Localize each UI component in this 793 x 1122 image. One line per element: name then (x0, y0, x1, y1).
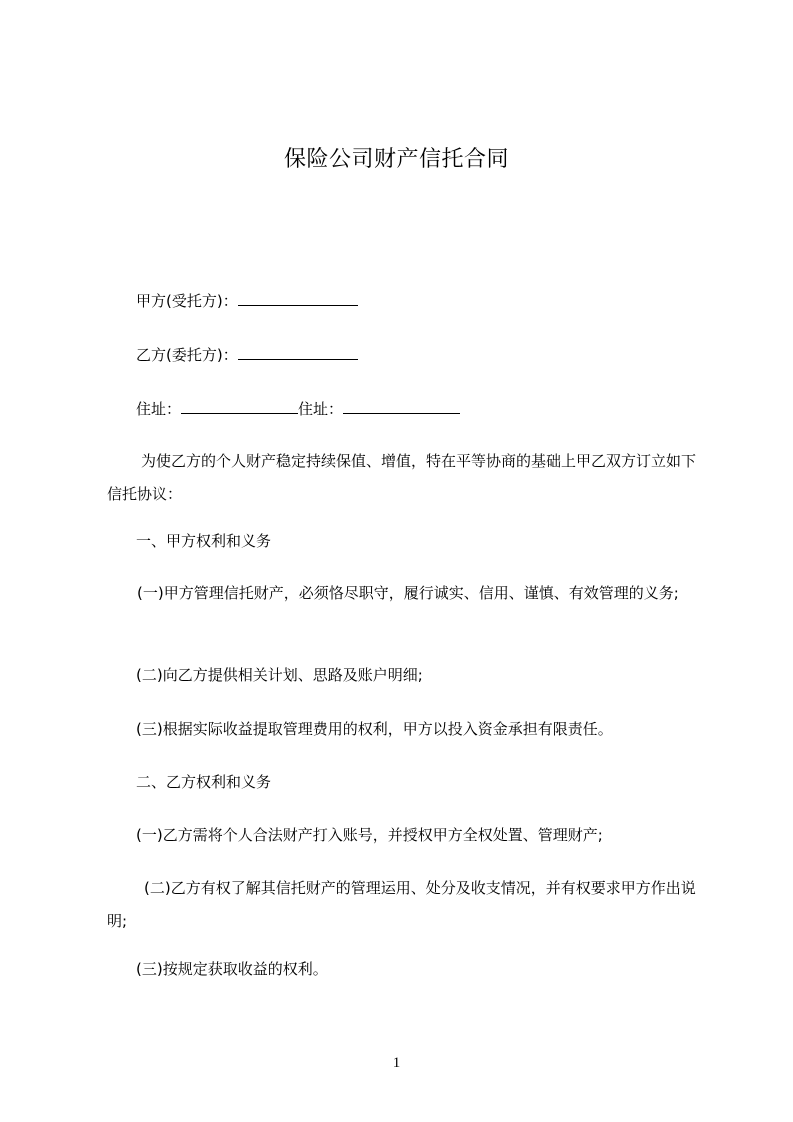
document-title: 保险公司财产信托合同 (283, 147, 509, 172)
section-2-item-1: (一)乙方需将个人合法财产打入账号，并授权甲方全权处置、管理财产; (136, 826, 603, 844)
party-b-blank (238, 343, 358, 360)
party-a-line (136, 289, 358, 312)
party-b-label: 乙方(委托方)： (136, 346, 238, 364)
address-line (136, 397, 460, 420)
address-label-b: 住址： (298, 400, 344, 418)
party-b-line (136, 343, 358, 366)
party-a-blank (238, 289, 358, 306)
party-a-label: 甲方(受托方)： (136, 292, 238, 310)
section-1-item-2: (二)向乙方提供相关计划、思路及账户明细; (136, 666, 423, 684)
address-a-blank (181, 397, 298, 414)
intro-paragraph: 为使乙方的个人财产稳定持续保值、增值，特在平等协商的基础上甲乙双方订立如下信托协议： (107, 452, 697, 503)
section-2-item-3: (三)按规定获取收益的权利。 (136, 960, 328, 978)
section-1-item-1: (一)甲方管理信托财产，必须恪尽职守，履行诚实、信用、谨慎、有效管理的义务; (137, 584, 679, 602)
section-2-item-2: (二)乙方有权了解其信托财产的管理运用、处分及收支情况，并有权要求甲方作出说明; (107, 879, 696, 930)
section-2-heading: 二、乙方权利和义务 (136, 773, 272, 791)
address-label-a: 住址： (136, 400, 182, 418)
address-b-blank (343, 397, 460, 414)
section-1-heading: 一、甲方权利和义务 (136, 532, 272, 550)
section-1-item-3: (三)根据实际收益提取管理费用的权利，甲方以投入资金承担有限责任。 (136, 720, 613, 738)
page-number: 1 (392, 1055, 401, 1071)
